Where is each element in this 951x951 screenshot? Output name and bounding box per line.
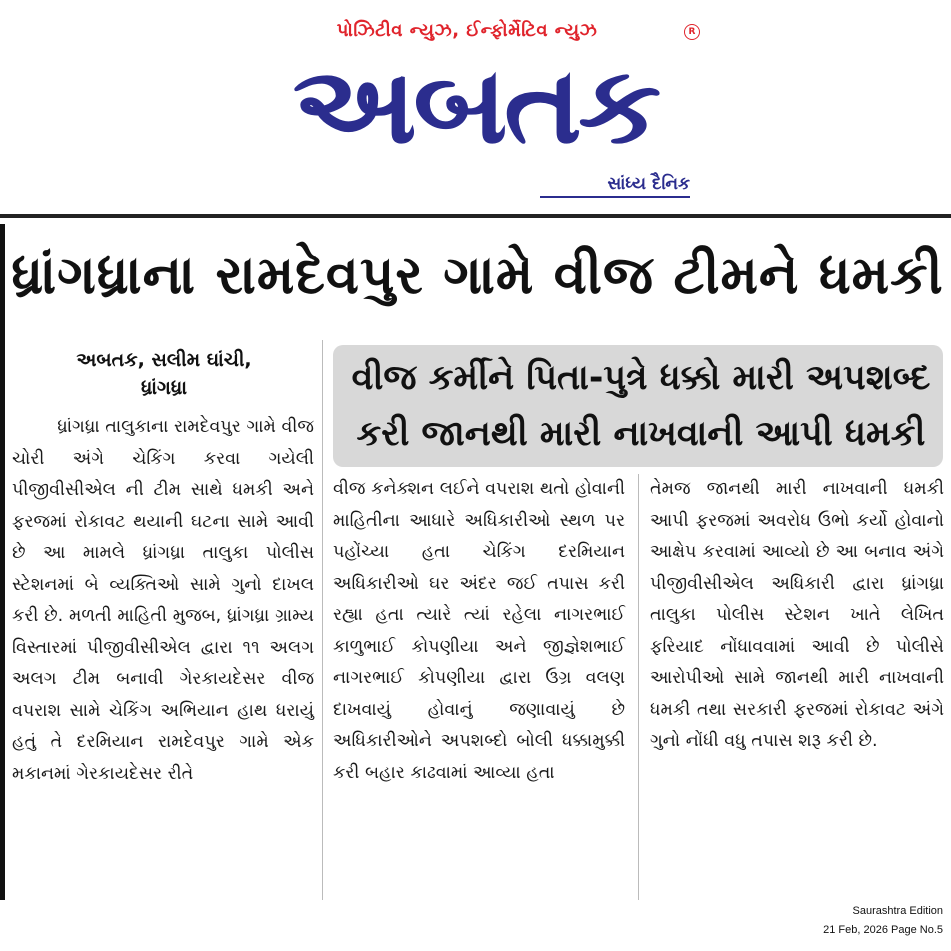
article-column-1: ધ્રાંગધ્રા તાલુકાના રામદેવપુર ગામે વીજ ચોરી અંગે ચેકિંગ કરવા ગયેલી પીજીવીસીએલ ની ટીમ સાથે ધમકી અને ફરજમાં રોકાવટ થયાની ઘટના સામે આવી છે આ મામલે ધ્રાંગધ્રા તાલુકા પોલીસ સ્ટેશનમાં બે વ્યક્તિઓ સામે ગુનો દાખલ કરી છે. મળતી માહિતી મુજબ, ધ્રાંગધ્રા ગ્રામ્ય વિસ્તારમાં પીજીવીસીએલ દ્વારા ૧૧ અલગ અલગ ટીમ બનાવી ગેરકાયદેસર વીજ વપરાશ સામે ચેકિંગ અભિયાન હાથ ધરાયું હતું તે દરમિયાન રામદેવપુર ગામે એક મકાનમાં ગેરકાયદેસર રીતે [12,417,320,784]
masthead-subtitle: સાંધ્ય દૈનિક [540,174,690,198]
newspaper-logo: અબતક [292,42,658,168]
registered-mark-icon: R [684,24,700,40]
edition-label: Saurashtra Edition [852,905,943,917]
column-divider [638,474,639,900]
date-page-label: 21 Feb, 2026 Page No.5 [823,924,943,936]
article-headline: ધ્રાંગધ્રાના રામદેવપુર ગામે વીજ ટીમને ધમકી [11,245,944,306]
article-column-3: તેમજ જાનથી મારી નાખવાની ધમકી આપી ફરજમાં અવરોધ ઉભો કર્યો હોવાનો આક્ષેપ કરવામાં આવ્યો છે આ બનાવ અંગે પીજીવીસીએલ અધિકારી દ્વારા ધ્રાંગધ્રા તાલુકા પોલીસ સ્ટેશન ખાતે લેખિત ફરિયાદ નોંધાવવામાં આવી છે પોલીસે આરોપીઓ સામે જાનથી મારી નાખવાની ધમકી તથા સરકારી ફરજમાં રોકાવટ અંગે ગુનો નોંધી વધુ તપાસ શરૂ કરી છે. [650,479,944,751]
article-column-2: વીજ કનેક્શન લઈને વપરાશ થતો હોવાની માહિતીના આધારે અધિકારીઓ સ્થળ પર પહોંચ્યા હતા ચેકિંગ દરમિયાન અધિકારીઓ ઘર અંદર જઈ તપાસ કરી રહ્યા હતા ત્યારે ત્યાં રહેલા નાગરભાઈ કાળુભાઈ કોપણીયા અને જીજ્ઞેશભાઈ નાગરભાઈ કોપણીયા દ્વારા ઉગ્ર વલણ દાખવાયું હોવાનું જણાવાયું છે અધિકારીઓને અપશબ્દો બોલી ધક્કામુક્કી કરી બહાર કાઢવામાં આવ્યા હતા [333,479,625,783]
subheadline-line-1: વીજ કર્મીને પિતા-પુત્રે ધક્કો મારી અપશબ્દ [351,358,931,398]
article-byline [14,346,314,402]
masthead [0,0,951,212]
article-subheadline [342,350,940,462]
masthead-tagline: પોઝિટીવ ન્યુઝ, ઈન્ફોર્મેટિવ ન્યુઝ [336,20,598,41]
byline-place: ધ્રાંગધ્રા [141,377,187,399]
masthead-divider [0,214,951,218]
subheadline-line-2: કરી જાનથી મારી નાખવાની આપી ધમકી [356,414,926,454]
article-left-rule [0,224,5,900]
byline-reporter: અબતક, સલીમ ઘાંચી, [76,349,252,371]
column-divider [322,340,323,900]
